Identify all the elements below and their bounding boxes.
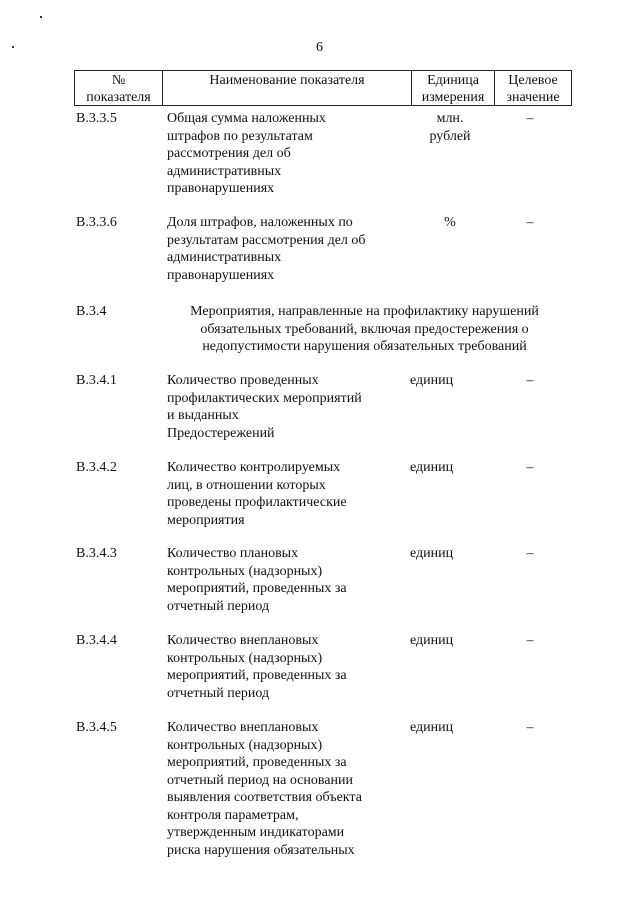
text-line: правонарушениях xyxy=(167,267,275,283)
text-line: Количество плановых xyxy=(167,546,299,561)
text-line: штрафов по результатам xyxy=(167,128,313,144)
header-unit xyxy=(412,71,495,105)
text-line: Количество проведенных xyxy=(167,373,319,388)
header-target-value xyxy=(495,71,571,105)
text-line: недопустимости нарушения обязательных требований xyxy=(202,339,527,354)
indicator-unit xyxy=(410,719,490,737)
text-line: единиц xyxy=(410,373,454,388)
text-line: Наименование показателя xyxy=(209,73,365,88)
indicator-target: – xyxy=(526,111,534,126)
header-number xyxy=(75,71,163,105)
text-line: административных xyxy=(167,250,282,265)
text-line: обязательных требований, включая предостережения о xyxy=(200,321,529,337)
text-line: значение xyxy=(506,90,560,105)
indicator-code: В.3.4 xyxy=(76,304,107,319)
indicator-code: В.3.4.4 xyxy=(76,633,117,648)
text-line: единиц xyxy=(410,546,454,561)
text-line: Количество внеплановых xyxy=(167,720,319,735)
indicator-target: – xyxy=(526,633,534,648)
text-line: № xyxy=(111,73,126,88)
text-line: результатам рассмотрения дел об xyxy=(167,232,366,248)
text-line: % xyxy=(444,215,456,230)
text-line: контрольных (надзорных) xyxy=(167,737,323,753)
section-title xyxy=(167,303,562,356)
text-line: контрольных (надзорных) xyxy=(167,650,323,666)
indicator-name xyxy=(167,214,407,284)
indicator-name xyxy=(167,632,407,702)
indicator-target: – xyxy=(526,546,534,561)
indicator-code: В.3.4.3 xyxy=(76,546,117,561)
indicator-target: – xyxy=(526,215,534,230)
text-line: Целевое xyxy=(508,73,558,88)
indicator-code: В.3.4.2 xyxy=(76,460,117,475)
header-indicator-name xyxy=(163,71,412,105)
text-line: млн. xyxy=(436,111,464,126)
scan-mark xyxy=(40,16,42,18)
indicator-code: В.3.4.5 xyxy=(76,720,117,735)
text-line: единиц xyxy=(410,720,454,735)
indicator-target: – xyxy=(526,373,534,388)
text-line: Количество внеплановых xyxy=(167,633,319,648)
text-line: выявления соответствия объекта xyxy=(167,790,362,805)
text-line: контроля параметрам, xyxy=(167,807,299,823)
indicator-unit xyxy=(410,372,490,390)
text-line: мероприятия xyxy=(167,512,245,528)
text-line: единиц xyxy=(410,633,454,648)
text-line: Единица xyxy=(427,73,479,88)
text-line: утвержденным индикаторами xyxy=(167,825,345,840)
indicator-target: – xyxy=(526,720,534,735)
indicator-name xyxy=(167,372,407,442)
text-line: показателя xyxy=(86,90,151,105)
indicator-unit xyxy=(410,545,490,563)
text-line: контрольных (надзорных) xyxy=(167,563,323,579)
page-number: 6 xyxy=(316,40,323,55)
text-line: лиц, в отношении которых xyxy=(167,477,326,493)
indicator-target: – xyxy=(526,460,534,475)
text-line: Количество контролируемых xyxy=(167,460,341,475)
text-line: единиц xyxy=(410,460,454,475)
text-line: и выданных xyxy=(167,408,239,423)
text-line: правонарушениях xyxy=(167,181,275,196)
text-line: отчетный период xyxy=(167,598,270,614)
text-line: измерения xyxy=(421,90,485,105)
text-line: рублей xyxy=(429,128,471,144)
text-line: мероприятий, проведенных за xyxy=(167,581,347,596)
indicator-code: В.3.3.5 xyxy=(76,111,117,126)
indicator-name xyxy=(167,545,407,615)
text-line: мероприятий, проведенных за xyxy=(167,668,347,683)
indicator-code: В.3.3.6 xyxy=(76,215,117,230)
indicator-unit xyxy=(410,110,490,145)
text-line: профилактических мероприятий xyxy=(167,390,362,406)
text-line: Доля штрафов, наложенных по xyxy=(167,215,353,230)
text-line: рассмотрения дел об xyxy=(167,146,291,161)
text-line: Общая сумма наложенных xyxy=(167,111,326,126)
indicator-unit xyxy=(410,459,490,477)
indicator-unit xyxy=(410,214,490,232)
indicator-name xyxy=(167,719,407,859)
table-header xyxy=(74,70,572,106)
indicator-unit xyxy=(410,632,490,650)
text-line: проведены профилактические xyxy=(167,495,347,510)
text-line: Предостережений xyxy=(167,425,275,441)
indicator-name xyxy=(167,459,407,529)
text-line: мероприятий, проведенных за xyxy=(167,755,347,770)
indicator-name xyxy=(167,110,407,198)
indicator-code: В.3.4.1 xyxy=(76,373,117,388)
text-line: отчетный период xyxy=(167,685,270,701)
text-line: отчетный период на основании xyxy=(167,772,353,788)
text-line: административных xyxy=(167,163,282,179)
text-line: риска нарушения обязательных xyxy=(167,842,355,858)
text-line: Мероприятия, направленные на профилактику нарушений xyxy=(190,304,539,319)
